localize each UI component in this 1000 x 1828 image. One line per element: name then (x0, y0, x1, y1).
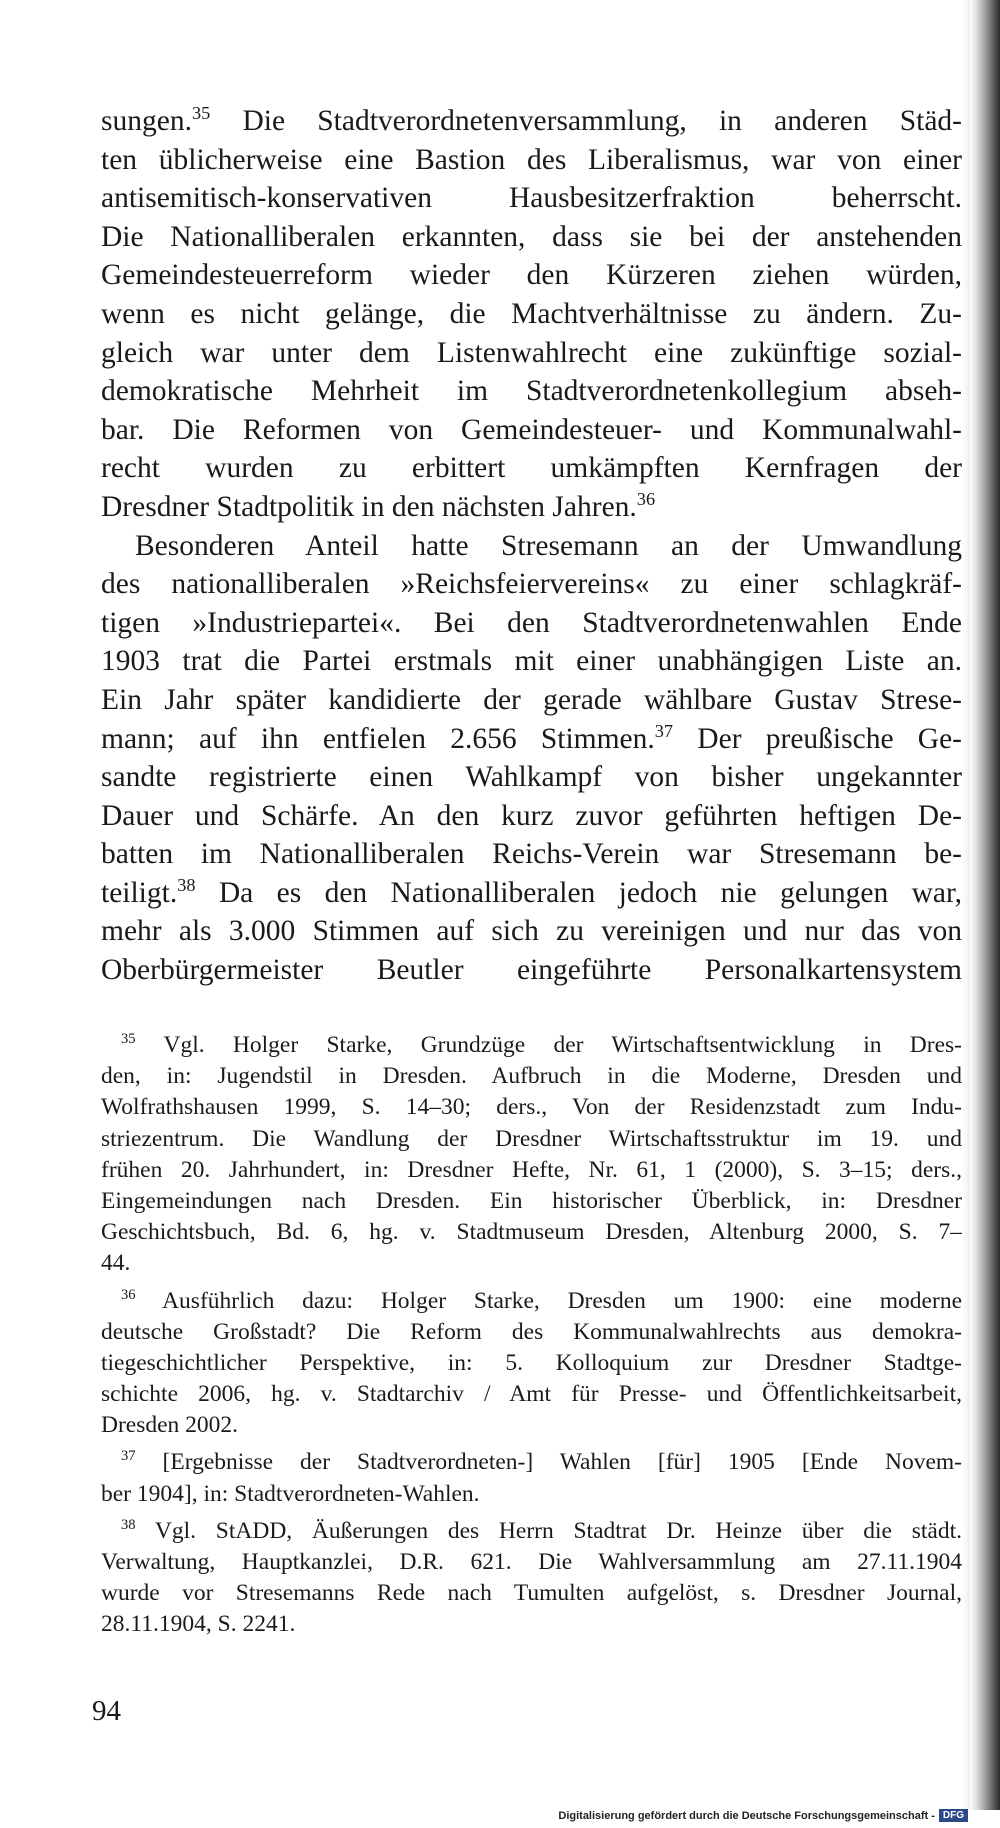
body-line: Besonderen Anteil hatte Stresemann an der Umwandlung (135, 529, 962, 562)
body-line: sandte registrierte einen Wahlkampf von bisher ungekannter (101, 761, 962, 794)
footnote-line: tiegeschichtlicher Perspektive, in: 5. Kolloquium zur Dresdner Stadtge- (101, 1349, 962, 1376)
body-line: 1903 trat die Partei erstmals mit einer unabhängigen Liste an. (101, 645, 962, 678)
footnote-line: $^{38}$ Vgl. StADD, Äußerungen des Herrn Stadtrat Dr. Heinze über die städt. (121, 1516, 962, 1544)
body-line: Dauer und Schärfe. An den kurz zuvor geführten heftigen De- (101, 799, 962, 832)
body-line: antisemitisch-konservativen Hausbesitzerfraktion beherrscht. (101, 182, 962, 215)
footnote-ref: 38 (177, 875, 196, 896)
body-line: tigen »Industriepartei«. Bei den Stadtverordnetenwahlen Ende (101, 606, 962, 639)
footnote-number: 36 (121, 1286, 136, 1303)
body-line: Gemeindesteuerreform wieder den Kürzeren ziehen würden, (101, 259, 962, 292)
body-line: wenn es nicht gelänge, die Machtverhältnisse zu ändern. Zu- (101, 297, 962, 330)
page-edge-shadow (970, 0, 1000, 1810)
footnote-line: den, in: Jugendstil in Dresden. Aufbruch in die Moderne, Dresden und (101, 1063, 962, 1090)
footnote-ref: 37 (654, 720, 674, 741)
footnote-line: 28.11.1904, S. 2241. (101, 1611, 296, 1638)
page-edge-highlight (962, 0, 970, 1810)
body-line: gleich war unter dem Listenwahlrecht eine zukünftige sozial- (101, 336, 962, 369)
footnote-ref: 36 (636, 489, 656, 510)
footnote-line: Eingemeindungen nach Dresden. Ein historischer Überblick, in: Dresdner (101, 1187, 962, 1214)
digitization-footer (558, 1809, 968, 1822)
body-line: mann; auf ihn entfielen 2.656 Stimmen.$^{37}$ Der preußische Ge- (101, 720, 962, 755)
footnote-line: Dresden 2002. (101, 1412, 239, 1439)
footnote-ref: 35 (191, 103, 211, 124)
body-text (101, 102, 962, 990)
body-line: Die Nationalliberalen erkannten, dass sie bei der anstehenden (101, 220, 962, 253)
body-line: des nationalliberalen »Reichsfeiervereins« zu einer schlagkräf- (101, 568, 962, 601)
body-line: bar. Die Reformen von Gemeindesteuer- und Kommunalwahl- (101, 413, 962, 446)
footer-text: Digitalisierung gefördert durch die Deutsche Forschungsgemeinschaft - (558, 1809, 935, 1822)
footnote-line: schichte 2006, hg. v. Stadtarchiv / Amt für Presse- und Öffentlichkeitsarbeit, (101, 1381, 962, 1408)
page-number: 94 (92, 1695, 121, 1727)
body-line: ten üblicherweise eine Bastion des Liberalismus, war von einer (101, 143, 962, 176)
footnotes (101, 1030, 962, 1641)
footnote-number: 35 (121, 1031, 136, 1048)
body-line: sungen.$^{35}$ Die Stadtverordnetenversammlung, in anderen Städ- (101, 103, 962, 137)
footnote-line: $^{37}$ [Ergebnisse der Stadtverordneten-] Wahlen [für] 1905 [Ende Novem- (121, 1448, 962, 1476)
footnote-number: 38 (121, 1516, 136, 1533)
footnote-line: frühen 20. Jahrhundert, in: Dresdner Hefte, Nr. 61, 1 (2000), S. 3–15; ders., (101, 1156, 962, 1183)
footnote-line: ber 1904], in: Stadtverordneten-Wahlen. (101, 1480, 480, 1507)
body-line: Ein Jahr später kandidierte der gerade wählbare Gustav Strese- (101, 683, 962, 716)
dfg-logo: DFG (939, 1809, 968, 1822)
footnote-line: $^{36}$ Ausführlich dazu: Holger Starke, Dresden um 1900: eine moderne (121, 1286, 962, 1314)
footnote-line: $^{35}$ Vgl. Holger Starke, Grundzüge der Wirtschaftsentwicklung in Dres- (121, 1031, 962, 1058)
body-line: mehr als 3.000 Stimmen auf sich zu vereinigen und nur das von (101, 915, 962, 948)
body-line: Dresdner Stadtpolitik in den nächsten Jahren.$^{36}$ (101, 489, 656, 523)
body-line: batten im Nationalliberalen Reichs-Verein war Stresemann be- (101, 838, 962, 871)
footnote-number: 37 (121, 1448, 136, 1465)
footnote-line: wurde vor Stresemanns Rede nach Tumulten aufgelöst, s. Dresdner Journal, (101, 1580, 962, 1607)
body-line: Oberbürgermeister Beutler eingeführte Personalkartensystem (101, 954, 962, 987)
footnote-line: Wolfrathshausen 1999, S. 14–30; ders., Von der Residenzstadt zum Indu- (101, 1094, 962, 1121)
footnote-line: Verwaltung, Hauptkanzlei, D.R. 621. Die Wahlversammlung am 27.11.1904 (101, 1549, 962, 1575)
footnote-line: Geschichtsbuch, Bd. 6, hg. v. Stadtmuseum Dresden, Altenburg 2000, S. 7– (101, 1219, 962, 1246)
footnote-line: deutsche Großstadt? Die Reform des Kommunalwahlrechts aus demokra- (101, 1318, 962, 1345)
body-line: recht wurden zu erbittert umkämpften Kernfragen der (101, 452, 962, 485)
body-line: demokratische Mehrheit im Stadtverordnetenkollegium abseh- (101, 375, 962, 408)
footnote-line: striezentrum. Die Wandlung der Dresdner Wirtschaftsstruktur im 19. und (101, 1125, 962, 1152)
body-line: teiligt.$^{38}$ Da es den Nationalliberalen jedoch nie gelungen war, (101, 875, 962, 909)
footnote-line: 44. (101, 1250, 131, 1277)
